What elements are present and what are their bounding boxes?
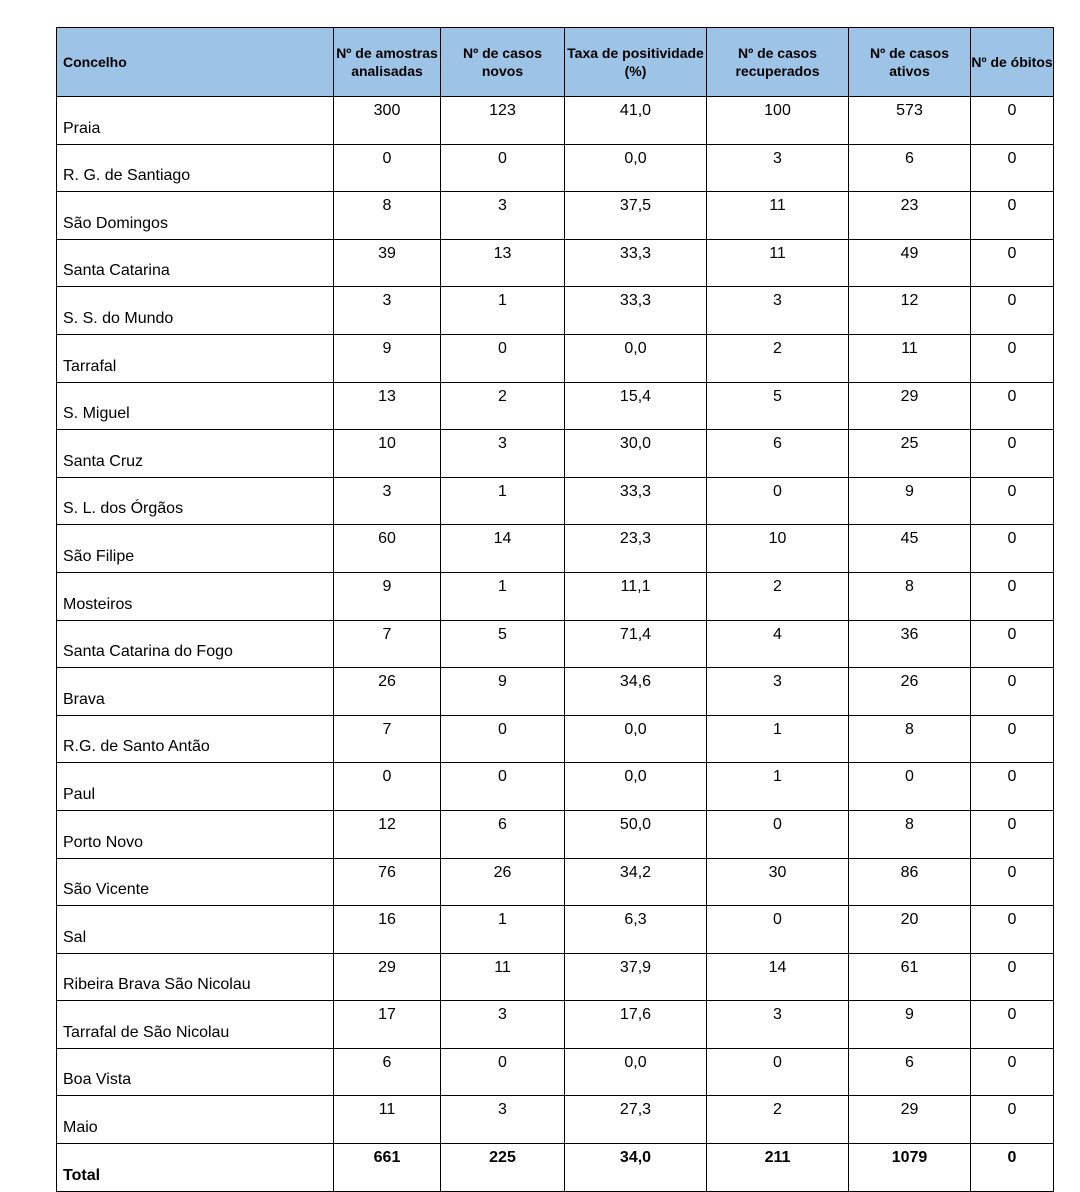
recuperados-cell: 100 xyxy=(707,97,849,145)
amostras-cell: 29 xyxy=(334,953,441,1001)
ativos-cell: 26 xyxy=(849,668,971,716)
ativos-cell: 45 xyxy=(849,525,971,573)
ativos-cell: 25 xyxy=(849,430,971,478)
obitos-cell: 0 xyxy=(971,668,1054,716)
table-row xyxy=(57,810,1054,858)
recuperados-cell: 14 xyxy=(707,953,849,1001)
taxa-cell: 23,3 xyxy=(565,525,707,573)
concelho-cell: Tarrafal de São Nicolau xyxy=(57,1001,334,1049)
obitos-cell: 0 xyxy=(971,144,1054,192)
amostras-cell: 11 xyxy=(334,1096,441,1144)
obitos-cell: 0 xyxy=(971,525,1054,573)
casos-novos-cell: 26 xyxy=(441,858,565,906)
ativos-cell: 6 xyxy=(849,1048,971,1096)
recuperados-cell: 2 xyxy=(707,572,849,620)
amostras-cell: 0 xyxy=(334,144,441,192)
casos-novos-cell: 3 xyxy=(441,1096,565,1144)
taxa-cell: 0,0 xyxy=(565,144,707,192)
header-casos-novos: Nº de casos novos xyxy=(441,28,565,97)
amostras-cell: 16 xyxy=(334,906,441,954)
ativos-cell: 23 xyxy=(849,192,971,240)
taxa-cell: 33,3 xyxy=(565,477,707,525)
casos-novos-cell: 1 xyxy=(441,287,565,335)
recuperados-cell: 5 xyxy=(707,382,849,430)
table-row xyxy=(57,192,1054,240)
casos-novos-cell: 5 xyxy=(441,620,565,668)
obitos-cell: 0 xyxy=(971,1048,1054,1096)
table-row xyxy=(57,953,1054,1001)
table-row xyxy=(57,144,1054,192)
casos-novos-cell: 13 xyxy=(441,239,565,287)
amostras-cell: 9 xyxy=(334,572,441,620)
taxa-cell: 50,0 xyxy=(565,810,707,858)
table-row xyxy=(57,334,1054,382)
table-row xyxy=(57,97,1054,145)
obitos-cell: 0 xyxy=(971,382,1054,430)
amostras-cell: 39 xyxy=(334,239,441,287)
recuperados-cell: 3 xyxy=(707,668,849,716)
taxa-cell: 0,0 xyxy=(565,1048,707,1096)
amostras-cell: 0 xyxy=(334,763,441,811)
obitos-cell: 0 xyxy=(971,858,1054,906)
amostras-cell: 17 xyxy=(334,1001,441,1049)
recuperados-cell: 211 xyxy=(707,1144,849,1192)
obitos-cell: 0 xyxy=(971,1144,1054,1192)
concelho-cell: S. S. do Mundo xyxy=(57,287,334,335)
taxa-cell: 30,0 xyxy=(565,430,707,478)
table-row xyxy=(57,382,1054,430)
concelho-cell: Mosteiros xyxy=(57,572,334,620)
casos-novos-cell: 3 xyxy=(441,430,565,478)
table-row xyxy=(57,477,1054,525)
casos-novos-cell: 1 xyxy=(441,572,565,620)
ativos-cell: 29 xyxy=(849,1096,971,1144)
casos-novos-cell: 0 xyxy=(441,144,565,192)
amostras-cell: 12 xyxy=(334,810,441,858)
table-row xyxy=(57,525,1054,573)
recuperados-cell: 4 xyxy=(707,620,849,668)
concelho-cell: R. G. de Santiago xyxy=(57,144,334,192)
concelho-cell: Santa Catarina do Fogo xyxy=(57,620,334,668)
obitos-cell: 0 xyxy=(971,1001,1054,1049)
obitos-cell: 0 xyxy=(971,287,1054,335)
table-row xyxy=(57,763,1054,811)
recuperados-cell: 3 xyxy=(707,1001,849,1049)
concelho-cell: Paul xyxy=(57,763,334,811)
taxa-cell: 0,0 xyxy=(565,715,707,763)
recuperados-cell: 3 xyxy=(707,144,849,192)
ativos-cell: 9 xyxy=(849,477,971,525)
ativos-cell: 9 xyxy=(849,1001,971,1049)
taxa-cell: 34,0 xyxy=(565,1144,707,1192)
amostras-cell: 9 xyxy=(334,334,441,382)
header-casos-ativos: Nº de casos ativos xyxy=(849,28,971,97)
amostras-cell: 7 xyxy=(334,620,441,668)
header-obitos: Nº de óbitos xyxy=(971,28,1054,97)
concelho-cell: Boa Vista xyxy=(57,1048,334,1096)
concelho-cell: São Domingos xyxy=(57,192,334,240)
casos-novos-cell: 0 xyxy=(441,1048,565,1096)
concelho-cell: Praia xyxy=(57,97,334,145)
obitos-cell: 0 xyxy=(971,810,1054,858)
obitos-cell: 0 xyxy=(971,953,1054,1001)
casos-novos-cell: 2 xyxy=(441,382,565,430)
obitos-cell: 0 xyxy=(971,477,1054,525)
recuperados-cell: 2 xyxy=(707,334,849,382)
obitos-cell: 0 xyxy=(971,239,1054,287)
amostras-cell: 3 xyxy=(334,287,441,335)
casos-novos-cell: 9 xyxy=(441,668,565,716)
casos-novos-cell: 11 xyxy=(441,953,565,1001)
casos-novos-cell: 1 xyxy=(441,477,565,525)
taxa-cell: 71,4 xyxy=(565,620,707,668)
concelho-cell: S. Miguel xyxy=(57,382,334,430)
obitos-cell: 0 xyxy=(971,620,1054,668)
table-row xyxy=(57,620,1054,668)
ativos-cell: 1079 xyxy=(849,1144,971,1192)
taxa-cell: 33,3 xyxy=(565,239,707,287)
table-row xyxy=(57,668,1054,716)
recuperados-cell: 2 xyxy=(707,1096,849,1144)
amostras-cell: 60 xyxy=(334,525,441,573)
amostras-cell: 6 xyxy=(334,1048,441,1096)
concelho-cell: Total xyxy=(57,1144,334,1192)
casos-novos-cell: 3 xyxy=(441,192,565,240)
ativos-cell: 8 xyxy=(849,715,971,763)
casos-novos-cell: 6 xyxy=(441,810,565,858)
amostras-cell: 76 xyxy=(334,858,441,906)
taxa-cell: 0,0 xyxy=(565,334,707,382)
casos-novos-cell: 123 xyxy=(441,97,565,145)
recuperados-cell: 11 xyxy=(707,192,849,240)
taxa-cell: 11,1 xyxy=(565,572,707,620)
ativos-cell: 8 xyxy=(849,810,971,858)
obitos-cell: 0 xyxy=(971,97,1054,145)
taxa-cell: 6,3 xyxy=(565,906,707,954)
concelho-cell: Santa Cruz xyxy=(57,430,334,478)
table-row xyxy=(57,572,1054,620)
taxa-cell: 37,5 xyxy=(565,192,707,240)
obitos-cell: 0 xyxy=(971,906,1054,954)
recuperados-cell: 1 xyxy=(707,715,849,763)
concelho-cell: Brava xyxy=(57,668,334,716)
taxa-cell: 33,3 xyxy=(565,287,707,335)
table-body xyxy=(57,97,1054,1192)
recuperados-cell: 0 xyxy=(707,906,849,954)
table-row xyxy=(57,1048,1054,1096)
casos-novos-cell: 225 xyxy=(441,1144,565,1192)
casos-novos-cell: 14 xyxy=(441,525,565,573)
table-row xyxy=(57,1001,1054,1049)
taxa-cell: 15,4 xyxy=(565,382,707,430)
recuperados-cell: 10 xyxy=(707,525,849,573)
amostras-cell: 13 xyxy=(334,382,441,430)
table-row xyxy=(57,430,1054,478)
obitos-cell: 0 xyxy=(971,334,1054,382)
concelho-cell: São Vicente xyxy=(57,858,334,906)
table-row xyxy=(57,239,1054,287)
ativos-cell: 61 xyxy=(849,953,971,1001)
casos-novos-cell: 0 xyxy=(441,763,565,811)
casos-novos-cell: 3 xyxy=(441,1001,565,1049)
obitos-cell: 0 xyxy=(971,430,1054,478)
header-amostras-analisadas: Nº de amostras analisadas xyxy=(334,28,441,97)
header-concelho: Concelho xyxy=(57,28,334,97)
taxa-cell: 0,0 xyxy=(565,763,707,811)
header-taxa-positividade: Taxa de positividade (%) xyxy=(565,28,707,97)
obitos-cell: 0 xyxy=(971,192,1054,240)
ativos-cell: 36 xyxy=(849,620,971,668)
ativos-cell: 29 xyxy=(849,382,971,430)
obitos-cell: 0 xyxy=(971,763,1054,811)
taxa-cell: 27,3 xyxy=(565,1096,707,1144)
recuperados-cell: 3 xyxy=(707,287,849,335)
amostras-cell: 3 xyxy=(334,477,441,525)
amostras-cell: 300 xyxy=(334,97,441,145)
concelho-cell: Porto Novo xyxy=(57,810,334,858)
recuperados-cell: 0 xyxy=(707,1048,849,1096)
casos-novos-cell: 0 xyxy=(441,334,565,382)
covid-cases-table xyxy=(56,27,1054,1192)
taxa-cell: 34,6 xyxy=(565,668,707,716)
concelho-cell: Ribeira Brava São Nicolau xyxy=(57,953,334,1001)
table-row xyxy=(57,287,1054,335)
table-row xyxy=(57,906,1054,954)
concelho-cell: R.G. de Santo Antão xyxy=(57,715,334,763)
total-row xyxy=(57,1144,1054,1192)
concelho-cell: S. L. dos Órgãos xyxy=(57,477,334,525)
concelho-cell: Tarrafal xyxy=(57,334,334,382)
recuperados-cell: 11 xyxy=(707,239,849,287)
concelho-cell: Maio xyxy=(57,1096,334,1144)
ativos-cell: 20 xyxy=(849,906,971,954)
recuperados-cell: 0 xyxy=(707,477,849,525)
casos-novos-cell: 1 xyxy=(441,906,565,954)
ativos-cell: 86 xyxy=(849,858,971,906)
table-row xyxy=(57,1096,1054,1144)
amostras-cell: 26 xyxy=(334,668,441,716)
header-casos-recuperados: Nº de casos recuperados xyxy=(707,28,849,97)
recuperados-cell: 30 xyxy=(707,858,849,906)
table-row xyxy=(57,715,1054,763)
amostras-cell: 661 xyxy=(334,1144,441,1192)
taxa-cell: 17,6 xyxy=(565,1001,707,1049)
concelho-cell: Santa Catarina xyxy=(57,239,334,287)
amostras-cell: 8 xyxy=(334,192,441,240)
recuperados-cell: 6 xyxy=(707,430,849,478)
obitos-cell: 0 xyxy=(971,1096,1054,1144)
taxa-cell: 34,2 xyxy=(565,858,707,906)
ativos-cell: 12 xyxy=(849,287,971,335)
taxa-cell: 37,9 xyxy=(565,953,707,1001)
concelho-cell: São Filipe xyxy=(57,525,334,573)
recuperados-cell: 0 xyxy=(707,810,849,858)
taxa-cell: 41,0 xyxy=(565,97,707,145)
recuperados-cell: 1 xyxy=(707,763,849,811)
ativos-cell: 0 xyxy=(849,763,971,811)
amostras-cell: 7 xyxy=(334,715,441,763)
casos-novos-cell: 0 xyxy=(441,715,565,763)
ativos-cell: 49 xyxy=(849,239,971,287)
amostras-cell: 10 xyxy=(334,430,441,478)
table-header-row xyxy=(57,28,1054,97)
obitos-cell: 0 xyxy=(971,715,1054,763)
ativos-cell: 11 xyxy=(849,334,971,382)
table-row xyxy=(57,858,1054,906)
ativos-cell: 6 xyxy=(849,144,971,192)
concelho-cell: Sal xyxy=(57,906,334,954)
obitos-cell: 0 xyxy=(971,572,1054,620)
ativos-cell: 573 xyxy=(849,97,971,145)
ativos-cell: 8 xyxy=(849,572,971,620)
